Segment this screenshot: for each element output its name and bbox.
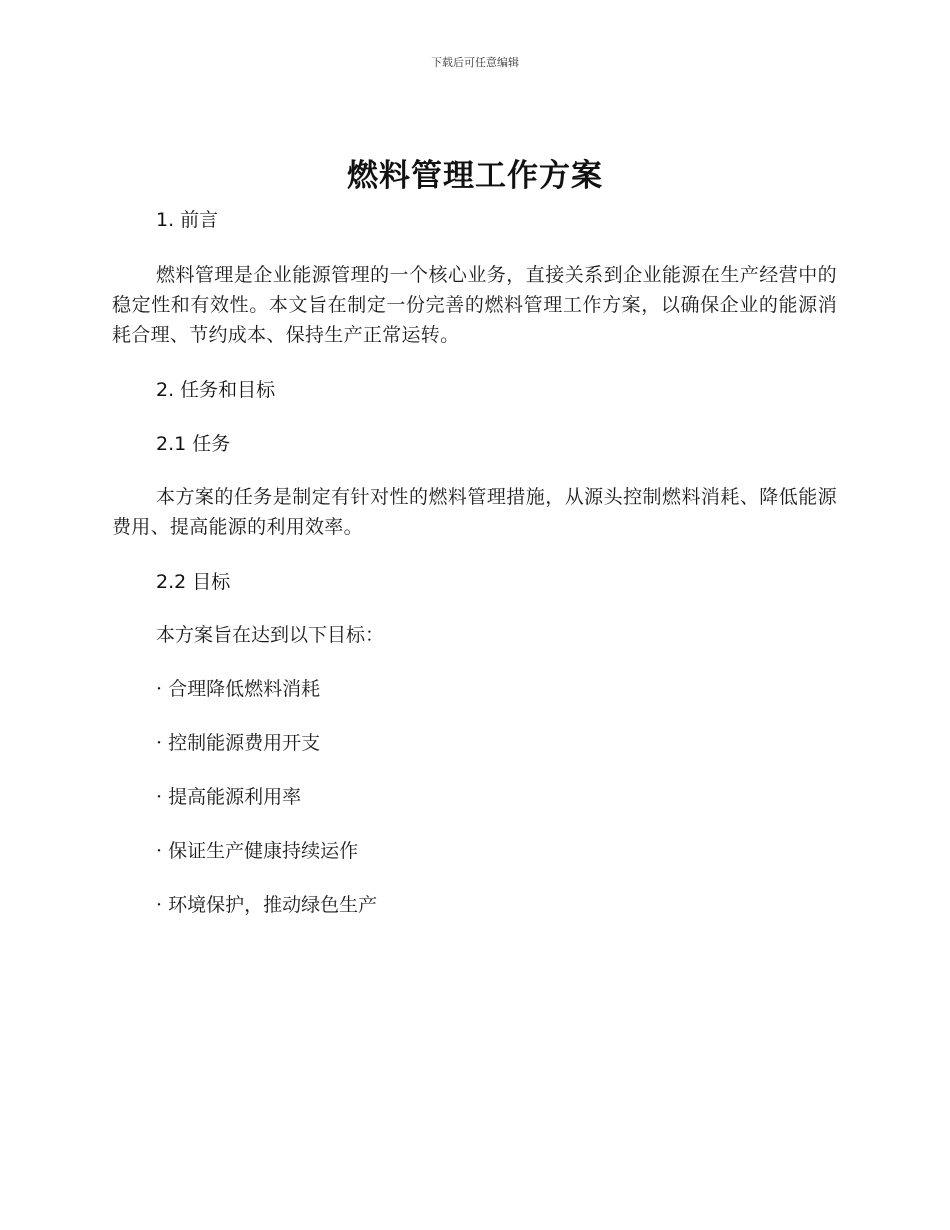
goal-item: · 控制能源费用开支 (156, 732, 321, 754)
document-title: 燃料管理工作方案 (347, 158, 603, 194)
goal-item: · 环境保护，推动绿色生产 (156, 894, 378, 916)
preface-paragraph: 燃料管理是企业能源管理的一个核心业务，直接关系到企业能源在生产经营中的稳定性和有效性。本文旨在制定一份完善的燃料管理工作方案，以确保企业的能源消耗合理、节约成本、保持生产正常运转。 (112, 264, 837, 346)
goal-item: · 合理降低燃料消耗 (156, 678, 321, 700)
section-heading-tasks-goals: 2. 任务和目标 (156, 379, 276, 401)
goal-item: · 提高能源利用率 (156, 786, 302, 808)
tasks-paragraph: 本方案的任务是制定有针对性的燃料管理措施，从源头控制燃料消耗、降低能源费用、提高能源的利用效率。 (112, 486, 837, 538)
page-header: 下载后可任意编辑 (431, 56, 519, 69)
goals-intro: 本方案旨在达到以下目标： (156, 624, 385, 646)
section-heading-tasks: 2.1 任务 (156, 433, 231, 455)
section-heading-preface: 1. 前言 (156, 209, 219, 231)
goal-item: · 保证生产健康持续运作 (156, 840, 359, 862)
document-body (112, 204, 837, 920)
section-heading-goals: 2.2 目标 (156, 571, 231, 593)
